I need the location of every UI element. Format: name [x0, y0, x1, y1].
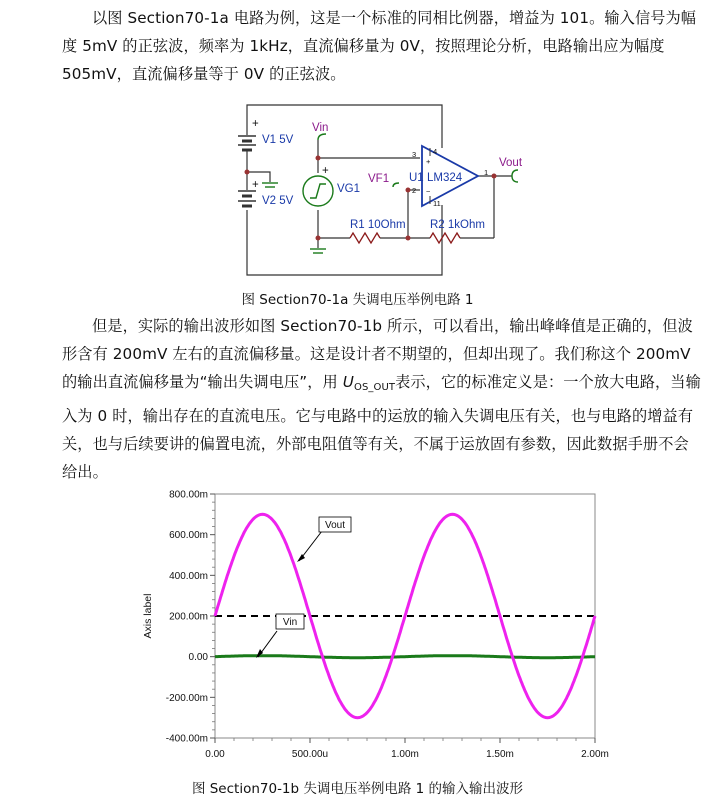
pin1-label: 1	[484, 168, 489, 177]
x-tick-label: 1.50m	[486, 749, 514, 760]
v1-plus-label: +	[252, 118, 259, 130]
circuit-schematic	[0, 0, 715, 290]
opamp-model-label: LM324	[427, 172, 463, 184]
r2-label: R2 1kOhm	[430, 219, 485, 231]
vg1-plus-label: +	[322, 165, 329, 177]
annotation-vout-text: Vout	[324, 520, 346, 531]
y-tick-label: -400.00m	[165, 733, 208, 745]
x-tick-label: 1.00m	[391, 749, 419, 760]
symbol-u: U	[342, 373, 354, 391]
y-tick-label: 0.00	[188, 652, 208, 664]
vin-label: Vin	[312, 122, 329, 134]
y-tick-label: 600.00m	[169, 530, 208, 542]
pin4-label: 4	[433, 147, 438, 156]
pin11-label: 11	[433, 199, 441, 208]
noninv-plus-label: +	[426, 157, 431, 166]
waveform-chart	[0, 480, 715, 775]
v2-label: V2 5V	[262, 195, 294, 207]
y-axis-ticks	[166, 490, 215, 745]
inv-minus-label: −	[426, 187, 431, 196]
y-tick-label: -200.00m	[165, 692, 208, 704]
figure-caption-2: 图 Section70-1b 失调电压举例电路 1 的输入输出波形	[191, 781, 524, 797]
battery-v2-icon	[238, 191, 256, 206]
resistor-r2-icon	[430, 233, 460, 243]
v1-label: V1 5V	[262, 134, 294, 146]
x-tick-label: 500.00u	[291, 749, 329, 760]
figure-caption-1: 图 Section70-1a 失调电压举例电路 1	[241, 292, 474, 308]
circuit-wires	[247, 105, 512, 275]
y-tick-label: 800.00m	[169, 489, 208, 501]
vout-label: Vout	[499, 157, 523, 169]
v2-plus-label: +	[252, 179, 259, 191]
pin3-label: 3	[412, 150, 417, 159]
signal-generator-icon	[303, 176, 333, 206]
y-tick-label: 400.00m	[169, 570, 208, 582]
y-axis-label: Axis label	[142, 593, 154, 639]
r1-label: R1 10Ohm	[350, 219, 406, 231]
annotation-vin-text: Vin	[282, 617, 298, 628]
paragraph-2-text-after: 表示，它的标准定义是：一个放大电路，当输入为 0 时，输出存在的直流电压。它与电路中的运放的输入失调电压有关，也与电路的增益有关，也与后续要讲的偏置电流，外部电阻值等有关，不属于运放固有参数，因此数据手册不会给出。	[62, 373, 701, 481]
paragraph-1-text: 以图 Section70-1a 电路为例，这是一个标准的同相比例器，增益为 101。输入信号为幅度 5mV 的正弦波，频率为 1kHz，直流偏移量为 0V，按照理论分析，电路输出应为幅度 505mV，直流偏移量等于 0V 的正弦波。	[62, 9, 697, 83]
battery-v1-icon	[238, 136, 256, 150]
x-axis-ticks	[205, 738, 609, 760]
paragraph-2-text-before: 但是，实际的输出波形如图 Section70-1b 所示，可以看出，输出峰峰值是正确的，但波形含有 200mV 左右的直流偏移量。这是设计者不期望的，但却出现了。我们称这个 200mV 的输出直流偏移量为“输出失调电压”，用	[62, 317, 693, 391]
resistor-r1-icon	[350, 233, 380, 243]
y-tick-label: 200.00m	[169, 611, 208, 623]
symbol-subscript: OS_OUT	[353, 382, 396, 393]
x-tick-label: 0.00	[205, 749, 225, 760]
pin2-label: 2	[412, 186, 417, 195]
ground-icon	[262, 183, 326, 253]
vf1-label: VF1	[368, 173, 390, 185]
u1-label: U1	[409, 172, 424, 184]
paragraph-2	[62, 312, 702, 486]
x-tick-label: 2.00m	[581, 749, 609, 760]
vg1-label: VG1	[337, 183, 361, 195]
